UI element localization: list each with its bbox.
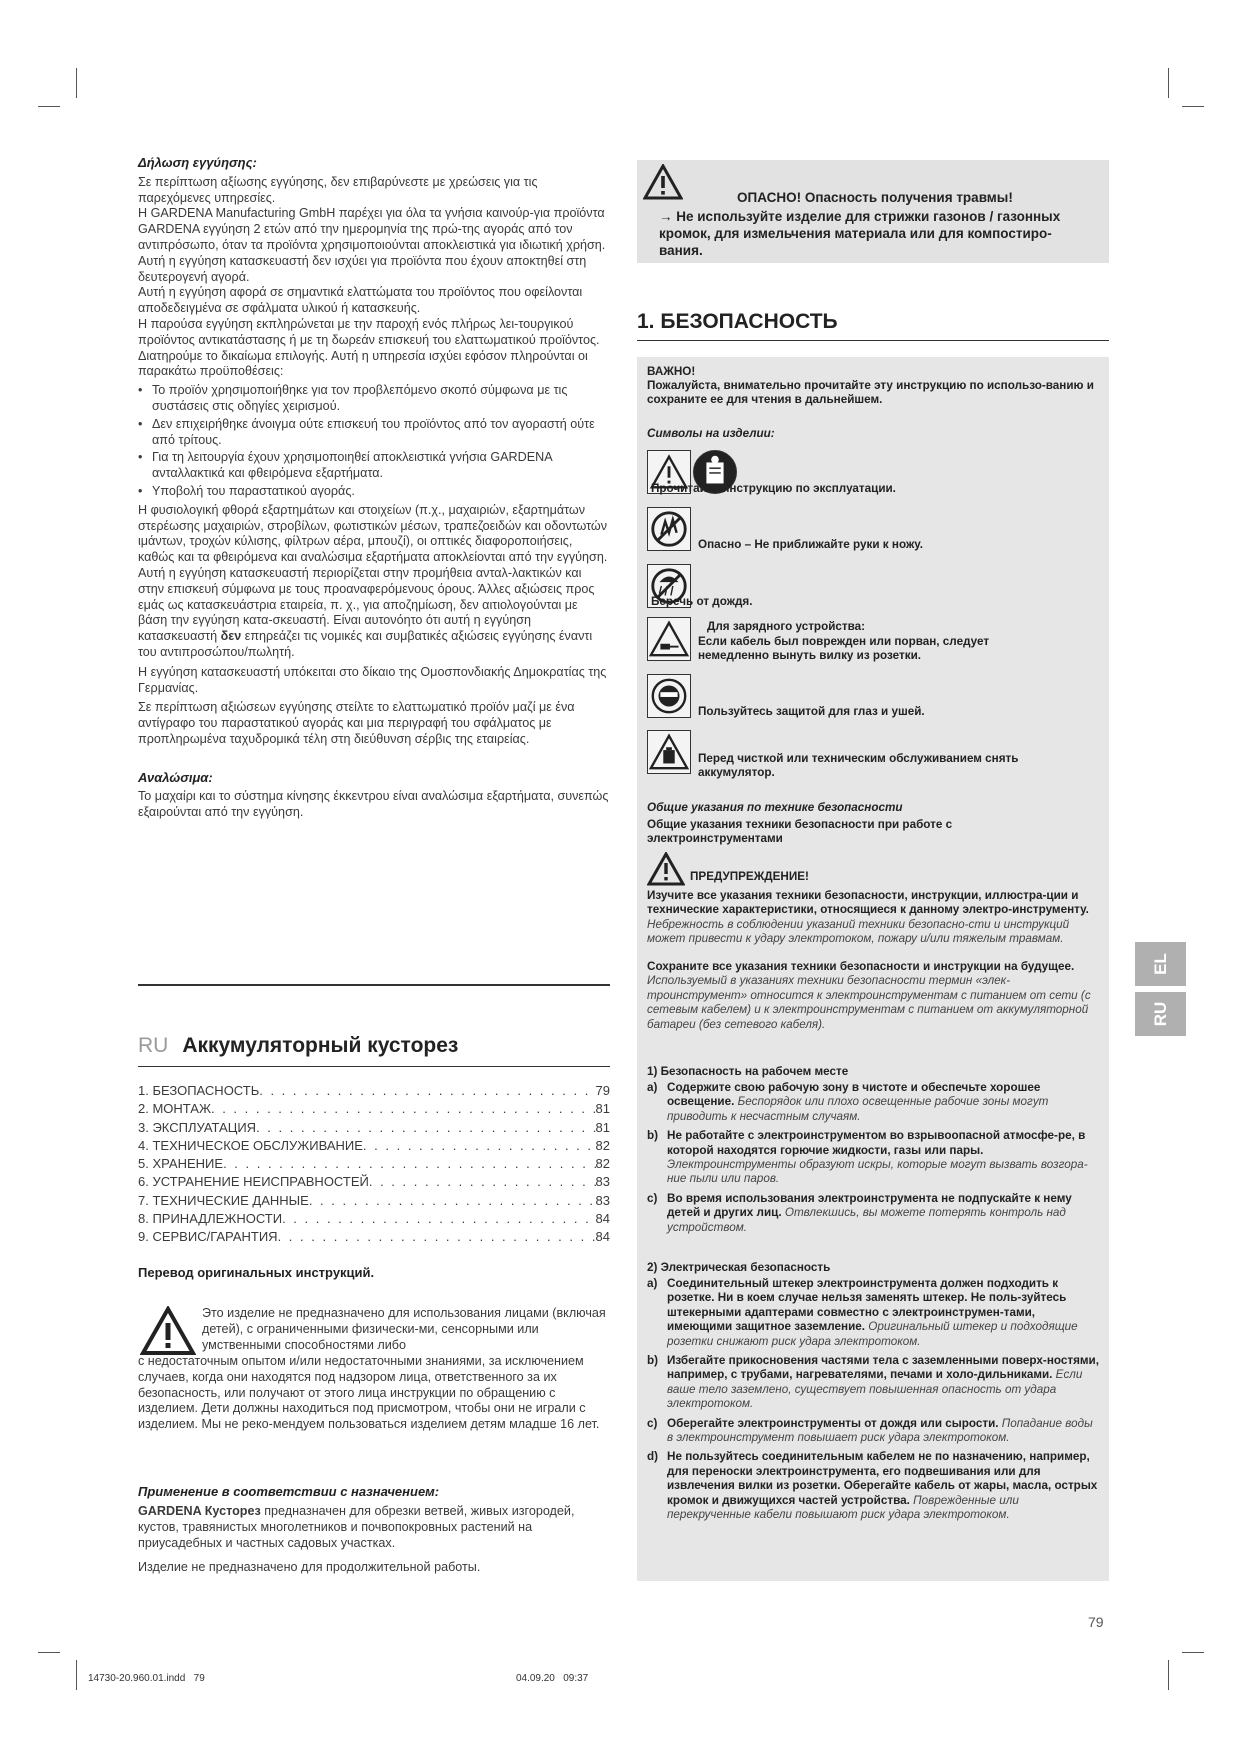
guarantee-heading: Δήλωση εγγύησης: [138, 155, 257, 170]
danger-body: → Не используйте изделие для стрижки газонов / газонных кромок, для измельчения материала или для компостиро-вания. [659, 209, 1061, 258]
danger-title: ОПАСНО! Опасность получения травмы! [737, 190, 1013, 205]
divider [138, 1066, 610, 1067]
toc-label: 5. ХРАНЕНИЕ [138, 1156, 224, 1172]
symbol-text: Беречь от дождя. [651, 595, 753, 608]
list-item: a) Содержите свою рабочую зону в чистоте и обеспечьте хорошее освещение. Беспорядок или плохо освещенные рабочие зоны могут приводить к несчастным случаям. [647, 1081, 1049, 1123]
bullet-text: Το προϊόν χρησιμοποιήθηκε για τον προβλεπόμενο σκοπό σύμφωνα με τις συστάσεις στις οδηγίες χειρισμού. [152, 383, 568, 413]
toc-page: 81 [595, 1101, 610, 1117]
divider [637, 340, 1109, 341]
bullet: • [138, 450, 143, 465]
list-item: c) Во время использования электроинструмента не подпускайте к нему детей и других лиц. Отвлекшись, вы можете потерять контроль над устройством. [647, 1191, 1072, 1234]
toc-label: 1. БЕЗОПАСНОСТЬ [138, 1083, 260, 1098]
page-number: 79 [1088, 1614, 1104, 1630]
important-label: ВАЖНО! [647, 365, 696, 378]
toc-row[interactable] [138, 1100, 610, 1118]
toc-label: 2. МОНТАЖ [138, 1101, 211, 1117]
consumables-text: Το μαχαίρι και το σύστημα κίνησης έκκεντρου είναι αναλώσιμα εξαρτήματα, συνεπώς εξαιρούνται από την εγγύηση. [138, 789, 609, 820]
toc-row[interactable] [138, 1192, 610, 1210]
greek-guarantee [138, 155, 610, 821]
list-item: b) Не работайте с электроинструментом во взрывоопасной атмосфе-ре, в которой находятся горючие жидкости, газы или пары. Электроинструменты образуют искры, которые могут вызвать возгора-ние пыли или паров. [647, 1129, 1088, 1186]
list-item: d) Не пользуйтесь соединительным кабелем не по назначению, например, для переноски электроинструмента, его подвешивания или для извлечения вилки из розетки. Оберегайте кабель от жары, масла, острых кромок и движущихся частей устройства. Поврежденные или перекрученные кабели повышают риск удара электротоком. [647, 1450, 1098, 1522]
list-item: c) Оберегайте электроинструменты от дождя или сырости. Попадание воды в электроинструмент повышает риск удара электротоком. [647, 1416, 1093, 1445]
paragraph: Η GARDENA Manufacturing GmbH παρέχει για όλα τα γνήσια καινούρ-για προϊόντα GARDENA εγγύηση 2 ετών από την ημερομηνία της πρώ-της αγοράς από τον αντιπρόσωπο, όταν τα προϊόντα χρησιμοποιούνται αποκλειστικά για ιδιωτική χρήση. Αυτή η εγγύηση κατασκευαστή δεν ισχύει για προϊόντα που έχουν αποκτηθεί στη δευτερογενή αγορά. [138, 206, 606, 284]
toc-page: 81 [595, 1119, 610, 1135]
consumables-heading: Αναλώσιμα: [138, 769, 213, 785]
bullet: • [138, 383, 143, 398]
toc-page: 83 [595, 1174, 610, 1190]
intended-use-text2: Изделие не предназначено для продолжительной работы. [138, 1560, 481, 1574]
symbol-text: Для зарядного устройства: [707, 620, 866, 633]
subsection-title: 1) Безопасность на рабочем месте [647, 1065, 849, 1078]
toc-page: 79 [595, 1083, 610, 1098]
warning-text-first: Это изделие не предназначено для использования лицами (включая детей), с ограниченными физически-ми, сенсорными или умственными способностями либо [202, 1306, 606, 1352]
toc-label: 9. СЕРВИС/ГАРАНТИЯ [138, 1229, 278, 1245]
toc-page: 82 [595, 1156, 610, 1172]
tab-el[interactable]: EL [1135, 942, 1186, 986]
divider [138, 984, 610, 986]
subsection-list [647, 1277, 1099, 1523]
subsection-list [647, 1081, 1099, 1235]
keep-paragraph: Сохраните все указания техники безопасности и инструкции на будущее. Используемый в указаниях техники безопасности термин «элек-троинструмент» относится к электроинструментам с питанием от сети (с сетевым кабелем) и к электроинструментам с питанием от аккумуляторной батареи (без сетевого кабеля). [647, 960, 1091, 1031]
toc-page: 84 [595, 1229, 610, 1245]
paragraph: Η φυσιολογική φθορά εξαρτημάτων και στοιχείων (π.χ., μαχαιριών, εξαρτημάτων στερέωσης μαχαιριών, στροβίλων, φωτιστικών μέσων, τραπεζοειδών και οδοντωτών ιμάντων, τροχών κύλισης, φίλτρων αέρα, μπουζί), οι οπτικές διαφοροποιήσεις, καθώς και τα φθειρόμενα και αναλώσιμα εξαρτήματα αποκλείονται από την εγγύηση. [138, 502, 608, 565]
toc-page: 82 [595, 1137, 610, 1153]
paragraph: Αυτή η εγγύηση κατασκευαστή περιορίζεται στην προμήθεια ανταλ-λακτικών και στην επισκευή σύμφωνα με τους προαναφερόμενους όρους. Άλλες αξιώσεις προς εμάς ως κατασκευάστρια εταιρεία, π. χ., για αποζημίωση, δεν αιτιολογούνται με βάση την εγγύηση κατα-σκευαστή. Είναι αυτονόητο ότι αυτή η εγγύηση κατασκευαστή δεν επηρεάζει τις νομικές και συμβατικές αξιώσεις εγγύησης έναντι του αντιπροσώπου/πωλητή. [138, 565, 595, 659]
language-code: RU [138, 1034, 169, 1057]
warning-text-rest: с недостаточным опытом и/или недостаточными знаниями, за исключением случаев, когда они находятся под надзором лица, ответственного за их безопасность, или получают от этого лица инструкции по обращению с изделием. Дети должны находиться под присмотром, чтобы они не играли с изделием. Мы не реко-мендуем пользоваться изделием детям младше 16 лет. [138, 1354, 600, 1432]
toc-row[interactable] [138, 1228, 610, 1246]
list-item: a) Соединительный штекер электроинструмента должен подходить к розетке. Ни в коем случае нельзя заменять штекер. Не поль-зуйтесь штекерными адаптерами совместно с электроинструмен-тами, имеющими защитное заземление. Оригинальный штекер и подходящие розетки снижают риск удара электротоком. [647, 1277, 1078, 1348]
warning-triangle-icon [140, 1306, 196, 1356]
translation-note: Перевод оригинальных инструкций. [138, 1265, 375, 1280]
crop-mark [1168, 68, 1169, 98]
toc-label: 8. ПРИНАДЛЕЖНОСТИ [138, 1211, 283, 1227]
hand-blade-icon [647, 507, 691, 551]
important-text: Пожалуйста, внимательно прочитайте эту инструкцию по использо-ванию и сохраните ее для чтения в дальнейшем. [647, 379, 1094, 407]
toc-page: 83 [595, 1192, 610, 1208]
warning-label: ПРЕДУПРЕЖДЕНИЕ! [690, 870, 809, 883]
product-title: Аккумуляторный кусторез [182, 1034, 459, 1057]
toc-label: 3. ЭКСПЛУАТАЦИЯ [138, 1119, 257, 1135]
symbol-text: Прочитайте инструкцию по эксплуатации. [651, 482, 896, 495]
danger-box [637, 160, 1109, 263]
crop-mark [76, 68, 77, 98]
crop-mark [1182, 1652, 1204, 1653]
section-title: 1. БЕЗОПАСНОСТЬ [637, 310, 838, 333]
warning-triangle-icon [647, 852, 685, 886]
general-sub: Общие указания техники безопасности при работе с электроинструментами [647, 818, 953, 846]
warning-paragraph: Изучите все указания техники безопасности, инструкции, иллюстра-ции и технические характеристики, относящиеся к данному электро-инструменту. Небрежность в соблюдении указаний техники безопасно-сти и инструкций может привести к удару электротоком, пожару и/или тяжелым травмам. [647, 889, 1089, 946]
warning-triangle-icon [643, 164, 683, 200]
paragraph: Σε περίπτωση αξίωσης εγγύησης, δεν επιβαρύνεστε με χρεώσεις για τις παρεχόμενες υπηρεσίες. [138, 174, 538, 205]
table-of-contents [138, 1082, 610, 1247]
paragraph: Η εγγύηση κατασκευαστή υπόκειται στο δίκαιο της Ομοσπονδιακής Δημοκρατίας της Γερμανίας. [138, 664, 607, 695]
toc-row[interactable] [138, 1119, 610, 1137]
list-item: b) Избегайте прикосновения частями тела с заземленными поверх-ностями, например, с трубами, нагревателями, печами и холо-дильниками. Если ваше тело заземлено, существует повышенная опасность от удара электротоком. [647, 1354, 1099, 1411]
battery-remove-icon [647, 730, 691, 774]
symbol-text: Пользуйтесь защитой для глаз и ушей. [698, 705, 925, 718]
charger-icon [647, 617, 691, 661]
subsection-title: 2) Электрическая безопасность [647, 1261, 831, 1274]
bullet-text: Υποβολή του παραστατικού αγοράς. [152, 483, 355, 498]
paragraph: Η παρούσα εγγύηση εκπληρώνεται με την παροχή ενός πλήρως λει-τουργικού προϊόντος αντικατάστασης ή με τη δωρεάν επισκευή του ελαττωματικού προϊόντος. Διατηρούμε το δικαίωμα επιλογής. Αυτή η υπηρεσία ισχύει εφόσον πληρούνται οι παρακάτω προϋποθέσεις: [138, 316, 600, 379]
crop-mark [38, 106, 60, 107]
safety-panel [637, 357, 1109, 1581]
toc-row[interactable] [138, 1173, 610, 1191]
symbol-text: Опасно – Не приближайте руки к ножу. [698, 538, 923, 551]
toc-row[interactable] [138, 1155, 610, 1173]
bullet: • [138, 416, 143, 431]
crop-mark [1182, 106, 1204, 107]
general-heading: Общие указания по технике безопасности [647, 801, 903, 814]
toc-page: 84 [595, 1211, 610, 1227]
print-footer: 14730-20.960.01.indd 79 04.09.20 09:37 [88, 1673, 589, 1684]
symbol-text2: Если кабель был поврежден или порван, следует немедленно вынуть вилку из розетки. [698, 635, 990, 663]
toc-row[interactable] [138, 1137, 610, 1155]
toc-row[interactable] [138, 1082, 610, 1100]
eye-ear-protection-icon [647, 674, 691, 718]
paragraph: Αυτή η εγγύηση αφορά σε σημαντικά ελαττώματα του προϊόντος που οφείλονται αποδεδειγμένα σε σφάλματα υλικού ή κατασκευής. [138, 285, 583, 316]
toc-label: 7. ТЕХНИЧЕСКИЕ ДАННЫЕ [138, 1192, 309, 1208]
symbols-heading: Символы на изделии: [647, 427, 775, 440]
toc-label: 6. УСТРАНЕНИЕ НЕИСПРАВНОСТЕЙ [138, 1174, 369, 1190]
symbol-text: Перед чисткой или техническим обслуживанием снять аккумулятор. [698, 752, 1019, 780]
crop-mark [1168, 1660, 1169, 1690]
toc-label: 4. ТЕХНИЧЕСКОЕ ОБСЛУЖИВАНИЕ [138, 1137, 363, 1153]
toc-row[interactable] [138, 1210, 610, 1228]
intended-use-text: GARDENA Кусторез предназначен для обрезки ветвей, живых изгородей, кустов, травянистых многолетников и почвопокровных растений на приусадебных и частных садовых участках. [138, 1504, 575, 1550]
intended-use-heading: Применение в соответствии с назначением: [138, 1484, 440, 1499]
tab-ru[interactable]: RU [1135, 992, 1186, 1036]
ru-product-title [138, 1034, 458, 1058]
bullet: • [138, 483, 143, 498]
paragraph: Σε περίπτωση αξιώσεων εγγύησης στείλτε το ελαττωματικό προϊόν μαζί με ένα αντίγραφο του παραστατικού αγοράς και μια περιγραφή του σφάλματος με προπληρωμένα ταχυδρομικά τέλη στη διεύθυνση σέρβις της εταιρείας. [138, 700, 575, 746]
bullet-text: Για τη λειτουργία έχουν χρησιμοποιηθεί αποκλειστικά γνήσια GARDENA ανταλλακτικά και φθειρόμενα εξαρτήματα. [152, 450, 552, 481]
crop-mark [38, 1652, 60, 1653]
crop-mark [76, 1660, 77, 1690]
bullet-text: Δεν επιχειρήθηκε άνοιγμα ούτε επισκευή του προϊόντος από τον αγοραστή ούτε από τρίτους. [152, 416, 595, 447]
